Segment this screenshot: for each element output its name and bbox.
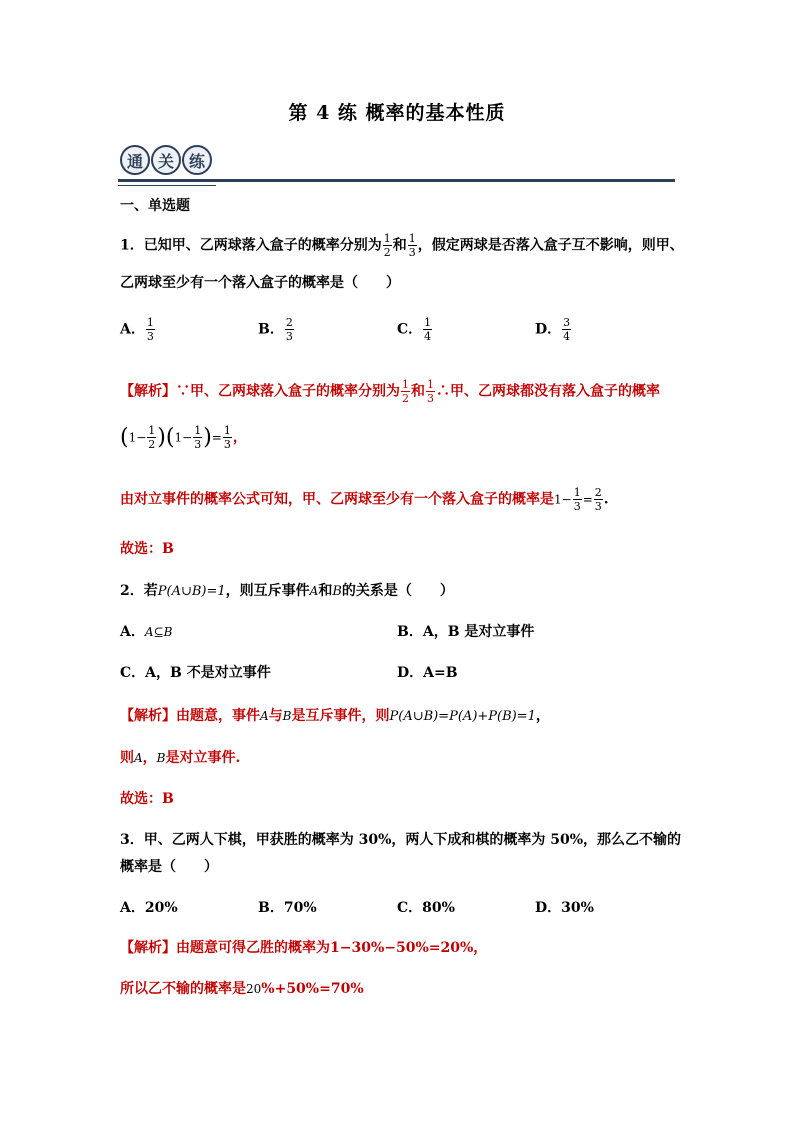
q1-sol3-frac-2 <box>594 486 603 513</box>
q1-expr-frac-1 <box>147 424 156 451</box>
q1-answer: 故选：B <box>120 541 174 557</box>
q2-event-b: B <box>332 584 342 599</box>
q1-sol3-frac2-num: 2 <box>594 486 602 499</box>
q2-solution-text-a: 由题意，事件 <box>176 708 260 724</box>
q1-and: 和 <box>392 237 407 254</box>
q1-sol3-frac1-den: 3 <box>573 500 581 513</box>
q2-solution2-comma: ， <box>142 750 157 766</box>
q1-option-d-den: 4 <box>563 330 571 343</box>
banner-stamp-tong: 通 <box>120 145 150 175</box>
q1-text-a: 1．已知甲、乙两球落入盒子的概率分别为 <box>120 237 382 254</box>
q3-option-d[interactable]: D．30% <box>535 900 594 916</box>
q1-line2: 乙两球至少有一个落入盒子的概率是（ ） <box>120 275 400 291</box>
q1-paren-close-1: ) <box>157 425 166 450</box>
q1-option-c-num: 1 <box>424 316 432 329</box>
q1-frac2-num: 1 <box>408 232 416 245</box>
q1-sol-frac2-num: 1 <box>427 378 434 391</box>
q2-option-b[interactable]: B．A，B 是对立事件 <box>397 624 535 640</box>
q3-option-a[interactable]: A．20% <box>120 900 178 916</box>
section-banner <box>118 145 678 185</box>
q1-one-1: 1 <box>128 430 137 445</box>
q1-solution-line1 <box>120 378 660 405</box>
q1-sol-and: 和 <box>411 383 425 400</box>
q3-solution-comma: ， <box>473 940 488 956</box>
q1-expr-frac1-den: 2 <box>148 438 156 451</box>
q1-option-c[interactable] <box>397 316 433 343</box>
q1-minus-1: − <box>136 430 147 445</box>
q1-expr-frac2-num: 1 <box>194 424 202 437</box>
q2-solution-event-a: A <box>260 709 269 723</box>
banner-stamp-guan: 关 <box>151 145 181 175</box>
q1-option-a-label: A． <box>120 321 145 338</box>
q1-sol3-frac-1 <box>573 486 582 513</box>
q1-result-num: 1 <box>223 424 231 437</box>
q1-option-c-fraction <box>423 316 432 343</box>
q1-solution-tag: 【解析】 <box>120 383 176 400</box>
q3-line2: 概率是（ ） <box>120 859 218 875</box>
q1-option-b-num: 2 <box>285 316 293 329</box>
q1-sol3-equals: = <box>582 492 593 507</box>
q1-option-c-label: C． <box>397 321 423 338</box>
q2-solution-text-b: 与 <box>268 708 283 724</box>
q1-option-a-den: 3 <box>146 330 154 343</box>
q3-solution-expr: 1−30%−50%=20% <box>330 940 474 956</box>
q2-solution-tag: 【解析】 <box>120 708 176 724</box>
q2-solution-text-c: 是互斥事件，则 <box>291 708 390 724</box>
page-title: 第 4 练 概率的基本性质 <box>288 102 506 124</box>
q1-paren-open-2: ( <box>165 425 175 450</box>
q3-solution2-number: 20 <box>246 982 262 996</box>
q1-sol3-frac2-den: 3 <box>594 500 602 513</box>
q1-sol-frac1-num: 1 <box>402 378 409 391</box>
q1-equals: = <box>211 430 222 445</box>
q2-solution2-event-b: B <box>156 751 166 765</box>
q3-option-c[interactable]: C．80% <box>397 900 455 916</box>
q2-text-b: ，则互斥事件 <box>225 583 310 599</box>
q3-line1: 3．甲、乙两人下棋，甲获胜的概率为 30%，两人下成和棋的概率为 50%，那么乙不输的 <box>120 832 682 848</box>
q1-option-b[interactable] <box>258 316 295 343</box>
q2-option-c[interactable]: C．A，B 不是对立事件 <box>120 665 271 681</box>
q2-solution2-text-a: 则 <box>120 750 134 766</box>
q1-option-d-num: 3 <box>563 316 571 329</box>
q1-sol-frac-2 <box>426 378 435 405</box>
q1-paren-close-2: ) <box>203 425 212 450</box>
q3-solution2-text-a: 所以乙不输的概率是 <box>120 981 246 997</box>
q1-frac2-den: 3 <box>408 246 416 259</box>
q2-solution-line2 <box>120 747 240 767</box>
q2-expr: P(A∪B)=1 <box>157 584 226 599</box>
q1-solution-line3 <box>120 486 609 513</box>
q2-and: 和 <box>318 583 333 599</box>
q1-solution-text-c: 由对立事件的概率公式可知，甲、乙两球至少有一个落入盒子的概率是 <box>120 491 554 508</box>
q2-text-a: 2．若 <box>120 583 158 599</box>
q3-option-b[interactable]: B．70% <box>258 900 317 916</box>
q1-result-den: 3 <box>223 438 231 451</box>
q2-answer: 故选：B <box>120 791 174 807</box>
q1-sol3-period: . <box>603 491 609 508</box>
q2-option-a-label: A． <box>120 624 145 640</box>
q1-fraction-2 <box>408 232 417 259</box>
q3-solution-text-a: 由题意可得乙胜的概率为 <box>176 940 330 956</box>
q2-solution-line1 <box>120 705 550 725</box>
q1-comma: ， <box>232 429 247 446</box>
q1-frac1-den: 2 <box>383 246 391 259</box>
q1-option-a-num: 1 <box>146 316 154 329</box>
q1-paren-open-1: ( <box>120 425 129 450</box>
q2-solution-expr: P(A∪B)=P(A)+P(B)=1 <box>389 709 536 724</box>
q1-solution-text-b: ∴甲、乙两球都没有落入盒子的概率 <box>436 383 660 400</box>
q3-solution-line1 <box>120 937 487 957</box>
section-heading: 一、单选题 <box>120 198 190 214</box>
q2-option-a[interactable] <box>120 621 172 641</box>
q1-option-d[interactable] <box>535 316 572 343</box>
q2-event-a: A <box>309 584 319 598</box>
q2-solution-comma: ， <box>535 708 550 724</box>
q1-sol3-one-minus: 1− <box>554 492 572 507</box>
q3-solution-tag: 【解析】 <box>120 940 176 956</box>
q1-option-b-fraction <box>285 316 294 343</box>
q1-sol-frac1-den: 2 <box>402 392 409 405</box>
q1-expr-frac1-num: 1 <box>148 424 156 437</box>
q1-option-a[interactable] <box>120 316 156 343</box>
q1-expr-frac2-den: 3 <box>194 438 202 451</box>
q1-sol-frac-1 <box>401 378 410 405</box>
q1-text-b: ，假定两球是否落入盒子互不影响，则甲、 <box>417 237 684 254</box>
q2-text-c: 的关系是（ ） <box>341 583 454 599</box>
banner-rule-thin <box>118 185 216 186</box>
q1-line1 <box>120 232 684 259</box>
banner-rule <box>118 179 675 182</box>
q1-sol-frac2-den: 3 <box>427 392 434 405</box>
q1-minus-2: − <box>182 430 193 445</box>
q1-expr-frac-2 <box>193 424 202 451</box>
q1-result-frac <box>223 424 232 451</box>
q1-option-d-fraction <box>562 316 571 343</box>
q1-option-d-label: D． <box>535 321 562 338</box>
q1-sol3-frac1-num: 1 <box>573 486 581 499</box>
q3-solution2-text-b: %+50%=70% <box>261 981 364 997</box>
q2-solution-event-b: B <box>282 709 292 723</box>
q2-option-d[interactable]: D．A=B <box>397 665 458 681</box>
banner-stamp-lian: 练 <box>182 145 212 175</box>
q1-solution-line2 <box>120 424 247 451</box>
q1-option-b-den: 3 <box>285 330 293 343</box>
q2-solution2-event-a: A <box>134 751 143 765</box>
q1-option-c-den: 4 <box>424 330 432 343</box>
q1-option-b-label: B． <box>258 321 284 338</box>
q2-option-a-expr: A⊆B <box>144 625 173 639</box>
q3-solution-line2 <box>120 978 364 998</box>
q2-solution2-text-b: 是对立事件. <box>165 750 241 766</box>
q1-fraction-1 <box>383 232 392 259</box>
q1-solution-text-a: ∵甲、乙两球落入盒子的概率分别为 <box>176 383 400 400</box>
q1-one-2: 1 <box>174 430 183 445</box>
q1-option-a-fraction <box>146 316 155 343</box>
q2-line1 <box>120 580 454 600</box>
q1-frac1-num: 1 <box>383 232 391 245</box>
